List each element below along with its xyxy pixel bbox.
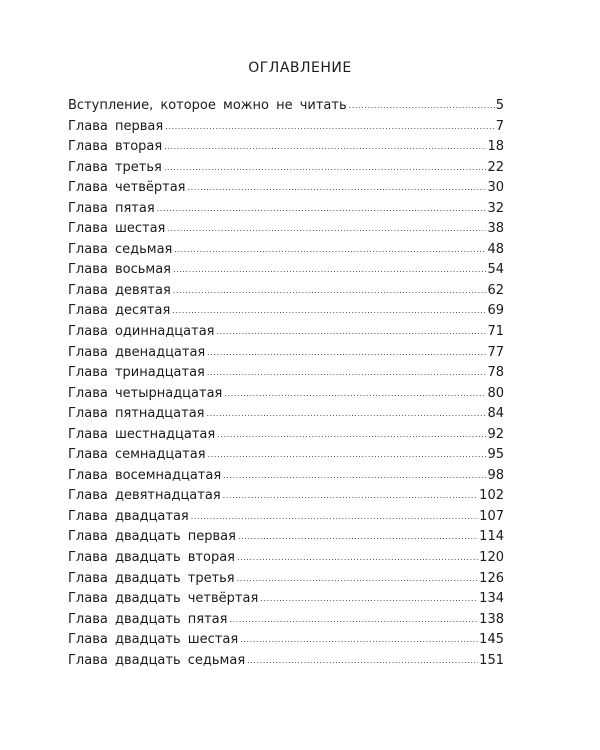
dot-leader — [167, 219, 486, 240]
toc-entry-page-number: 114 — [479, 529, 504, 545]
toc-entry-page-number: 78 — [487, 365, 504, 381]
toc-entry-page-number: 120 — [479, 550, 504, 566]
dot-leader — [173, 260, 486, 281]
toc-entry-label: Глава седьмая — [68, 241, 173, 257]
toc-entry-label: Глава восьмая — [68, 262, 171, 278]
toc-entry-page-number: 22 — [487, 159, 504, 175]
dot-leader — [164, 158, 487, 179]
toc-entry-label: Глава десятая — [68, 303, 171, 319]
toc-entry — [68, 158, 504, 179]
toc-entry-page-number: 62 — [487, 282, 504, 298]
toc-entry — [68, 240, 504, 261]
dot-leader — [237, 548, 478, 569]
toc-entry — [68, 569, 504, 590]
toc-entry-label: Глава двадцатая — [68, 508, 189, 524]
toc-entry-label: Глава первая — [68, 118, 164, 134]
toc-entry-label: Глава шестнадцатая — [68, 426, 216, 442]
toc-entry-label: Глава двадцать седьмая — [68, 652, 246, 668]
dot-leader — [229, 610, 478, 631]
toc-entry-label: Глава двенадцатая — [68, 344, 206, 360]
dot-leader — [173, 281, 487, 302]
dot-leader — [247, 651, 478, 672]
toc-entry-page-number: 107 — [479, 508, 504, 524]
toc-entry-label: Глава восемнадцатая — [68, 467, 222, 483]
toc-entry — [68, 322, 504, 343]
toc-entry — [68, 178, 504, 199]
toc-entry-label: Глава двадцать пятая — [68, 611, 228, 627]
toc-entry — [68, 301, 504, 322]
toc-entry-label: Глава двадцать четвёртая — [68, 591, 259, 607]
dot-leader — [216, 322, 486, 343]
toc-entry-page-number: 77 — [487, 344, 504, 360]
toc-entry-label: Глава четырнадцатая — [68, 385, 223, 401]
toc-entry — [68, 425, 504, 446]
toc-entry — [68, 363, 504, 384]
toc-entry-page-number: 92 — [487, 426, 504, 442]
toc-entry — [68, 610, 504, 631]
toc-entry-label: Глава двадцать первая — [68, 529, 236, 545]
toc-entry — [68, 486, 504, 507]
toc-entry — [68, 96, 504, 117]
dot-leader — [172, 301, 486, 322]
toc-entry-page-number: 69 — [487, 303, 504, 319]
dot-leader — [165, 117, 495, 138]
toc-entry-label: Глава семнадцатая — [68, 447, 206, 463]
toc-entry — [68, 589, 504, 610]
page-title: ОГЛАВЛЕНИЕ — [248, 60, 352, 76]
dot-leader — [223, 486, 479, 507]
toc-entry-page-number: 151 — [479, 652, 504, 668]
dot-leader — [238, 527, 478, 548]
dot-leader — [164, 137, 486, 158]
toc-entry — [68, 651, 504, 672]
toc-entry-page-number: 126 — [479, 570, 504, 586]
dot-leader — [191, 507, 478, 528]
toc-entry — [68, 466, 504, 487]
toc-entry-page-number: 5 — [495, 98, 504, 113]
toc-entry — [68, 404, 504, 425]
toc-entry-page-number: 84 — [487, 406, 504, 422]
toc-entry-label: Глава девятая — [68, 282, 171, 298]
toc-entry — [68, 445, 504, 466]
toc-entry — [68, 117, 504, 138]
dot-leader — [188, 178, 487, 199]
toc-entry — [68, 548, 504, 569]
dot-leader — [207, 343, 486, 364]
toc-entry-page-number: 145 — [479, 632, 504, 648]
toc-entry-label: Глава пятая — [68, 200, 155, 216]
dot-leader — [224, 384, 486, 405]
dot-leader — [157, 199, 487, 220]
toc-entry-page-number: 30 — [487, 180, 504, 196]
toc-entry-label: Глава двадцать вторая — [68, 550, 235, 566]
toc-entry-label: Глава третья — [68, 159, 162, 175]
dot-leader — [223, 466, 486, 487]
toc-entry — [68, 260, 504, 281]
toc-entry-label: Глава вторая — [68, 139, 163, 155]
toc-entry — [68, 137, 504, 158]
toc-entry-label: Глава тринадцатая — [68, 365, 205, 381]
toc-entry — [68, 343, 504, 364]
toc-entry-page-number: 7 — [495, 118, 504, 134]
toc-entry-label: Вступление, которое можно не читать — [68, 98, 347, 113]
dot-leader — [349, 96, 495, 117]
dot-leader — [260, 589, 478, 610]
dot-leader — [174, 240, 486, 261]
toc-entry-page-number: 80 — [487, 385, 504, 401]
dot-leader — [207, 363, 487, 384]
toc-entry-page-number: 38 — [487, 221, 504, 237]
toc-entry-page-number: 102 — [479, 488, 504, 504]
toc-entry-page-number: 54 — [487, 262, 504, 278]
toc-entry-page-number: 18 — [487, 139, 504, 155]
toc-entry — [68, 527, 504, 548]
toc-entry-page-number: 48 — [487, 241, 504, 257]
dot-leader — [217, 425, 486, 446]
toc-entry-page-number: 95 — [487, 447, 504, 463]
toc-entry-label: Глава девятнадцатая — [68, 488, 221, 504]
dot-leader — [207, 404, 487, 425]
toc-entry-label: Глава одиннадцатая — [68, 324, 215, 340]
toc-entry-page-number: 138 — [479, 611, 504, 627]
toc-entry-page-number: 32 — [487, 200, 504, 216]
toc-entry — [68, 384, 504, 405]
toc-entry — [68, 507, 504, 528]
toc-entry-page-number: 134 — [479, 591, 504, 607]
toc-entry-label: Глава пятнадцатая — [68, 406, 205, 422]
toc-entry — [68, 630, 504, 651]
toc-entry-label: Глава двадцать шестая — [68, 632, 239, 648]
toc-entry-label: Глава двадцать третья — [68, 570, 235, 586]
toc-entry — [68, 199, 504, 220]
toc-entry — [68, 219, 504, 240]
toc-entry-page-number: 71 — [487, 324, 504, 340]
toc-entry — [68, 281, 504, 302]
table-of-contents — [68, 96, 504, 671]
dot-leader — [208, 445, 487, 466]
dot-leader — [240, 630, 478, 651]
toc-entry-label: Глава шестая — [68, 221, 166, 237]
dot-leader — [237, 569, 479, 590]
toc-entry-page-number: 98 — [487, 467, 504, 483]
toc-entry-label: Глава четвёртая — [68, 180, 186, 196]
